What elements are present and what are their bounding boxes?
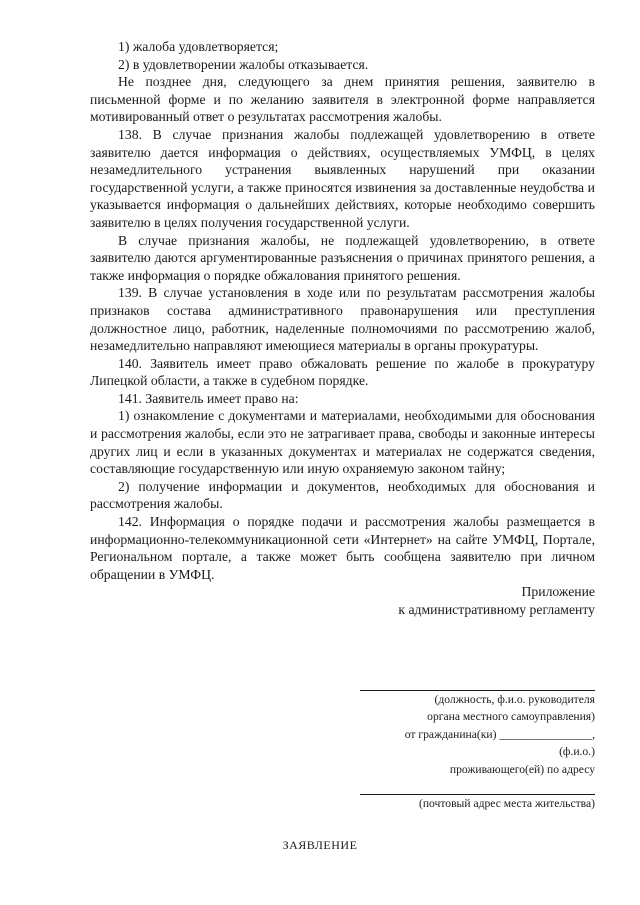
position-label-1: (должность, ф.и.о. руководителя (434, 693, 595, 706)
position-blank-line (360, 676, 595, 691)
paragraph-not-satisfied: В случае признания жалобы, не подлежащей удовлетворению, в ответе заявителю даются аргументированные разъяснения о причинах принятого решения, а также информация о порядке обжалования принятого решения. (90, 232, 595, 283)
paragraph-140: 140. Заявитель имеет право обжаловать решение по жалобе в прокуратуру Липецкой области, а также в судебном порядке. (90, 355, 595, 389)
statement-title: ЗАЯВЛЕНИЕ (282, 838, 358, 852)
paragraph-item-1: 1) жалоба удовлетворяется; (118, 39, 279, 54)
document-body (90, 38, 595, 619)
paragraph-138: 138. В случае признания жалобы подлежащей удовлетворению в ответе заявителю дается информация о действиях, осуществляемых УМФЦ, в целях незамедлительного устранения выявленных нарушений при оказании государственной услуги, а также приносятся извинения за доставленные неудобства и указывается информация о дальнейших действиях, которые необходимо совершить заявителю в целях получения государственной услуги. (90, 126, 595, 230)
paragraph-item-2: 2) в удовлетворении жалобы отказывается. (118, 56, 369, 72)
application-form-header (90, 676, 595, 812)
position-label-2: органа местного самоуправления) (427, 710, 595, 724)
annex-title: Приложение (521, 584, 595, 600)
from-citizen-line: от гражданина(ки) ________________, (404, 727, 595, 741)
paragraph-141: 141. Заявитель имеет право на: (118, 390, 299, 406)
paragraph-response: Не позднее дня, следующего за днем принятия решения, заявителю в письменной форме и по желанию заявителя в электронной форме направляется мотивированный ответ о результатах рассмотрения жалобы. (90, 74, 595, 125)
fio-label: (ф.и.о.) (559, 745, 595, 759)
annex-subtitle: к административному регламенту (398, 602, 595, 617)
address-label: (почтовый адрес места жительства) (418, 797, 595, 811)
paragraph-141-2: 2) получение информации и документов, необходимых для обоснования и рассмотрения жалобы. (90, 478, 595, 512)
address-blank-line (360, 780, 595, 795)
paragraph-142: 142. Информация о порядке подачи и рассмотрения жалобы размещается в информационно-телекоммуникационной сети «Интернет» на сайте УМФЦ, Портале, Региональном портале, а также может быть сообщена заявителю при личном обращении в УМФЦ. (90, 514, 595, 582)
residing-label: проживающего(ей) по адресу (449, 762, 595, 776)
paragraph-139: 139. В случае установления в ходе или по результатам рассмотрения жалобы признаков состава административного правонарушения или преступления должностное лицо, работник, наделенные полномочиями по рассмотрению жалоб, незамедлительно направляют имеющиеся материалы в органы прокуратуры. (90, 285, 595, 354)
paragraph-141-1: 1) ознакомление с документами и материалами, необходимыми для обоснования и рассмотрения жалобы, если это не затрагивает права, свободы и законные интересы других лиц и если в указанных документах и материалах не содержатся сведения, составляющие государственную или иную охраняемую законом тайну; (90, 408, 595, 477)
